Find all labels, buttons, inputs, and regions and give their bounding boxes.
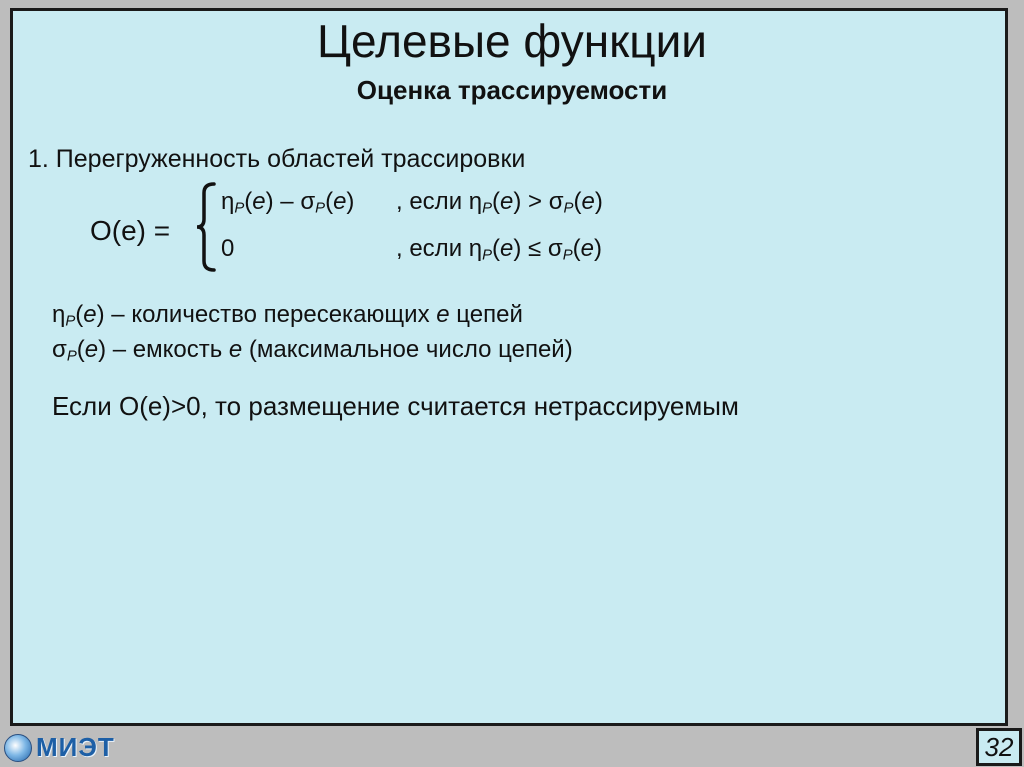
miet-logo [0, 728, 140, 764]
globe-icon [4, 734, 32, 762]
item-heading: 1. Перегруженность областей трассировки [28, 145, 526, 173]
logo-text: МИЭТ [36, 732, 115, 762]
case2-expression: 0 [221, 235, 235, 262]
left-brace-icon [194, 181, 218, 273]
slide-subtitle: Оценка трассируемости [356, 75, 668, 105]
page-number: 32 [984, 732, 1014, 762]
page-number-box [976, 728, 1022, 766]
conclusion-text: Если O(e)>0, то размещение считается нетрассируемым [52, 391, 739, 421]
case2-condition: , если $\eta_P(e) \le \sigma_P(e)$ [396, 235, 602, 264]
definition-eta: $\eta_P(e)$ – количество пересекающих e цепей [52, 301, 523, 330]
case1-expression: $\eta_P(e) - \sigma_P(e)$ [221, 188, 355, 217]
slide-title: Целевые функции [317, 15, 707, 67]
formula-lhs: O(e) = [90, 215, 171, 246]
definition-sigma: $\sigma_P(e)$ – емкость e (максимальное число цепей) [52, 336, 573, 365]
case1-condition: , если $\eta_P(e) > \sigma_P(e)$ [396, 188, 603, 217]
